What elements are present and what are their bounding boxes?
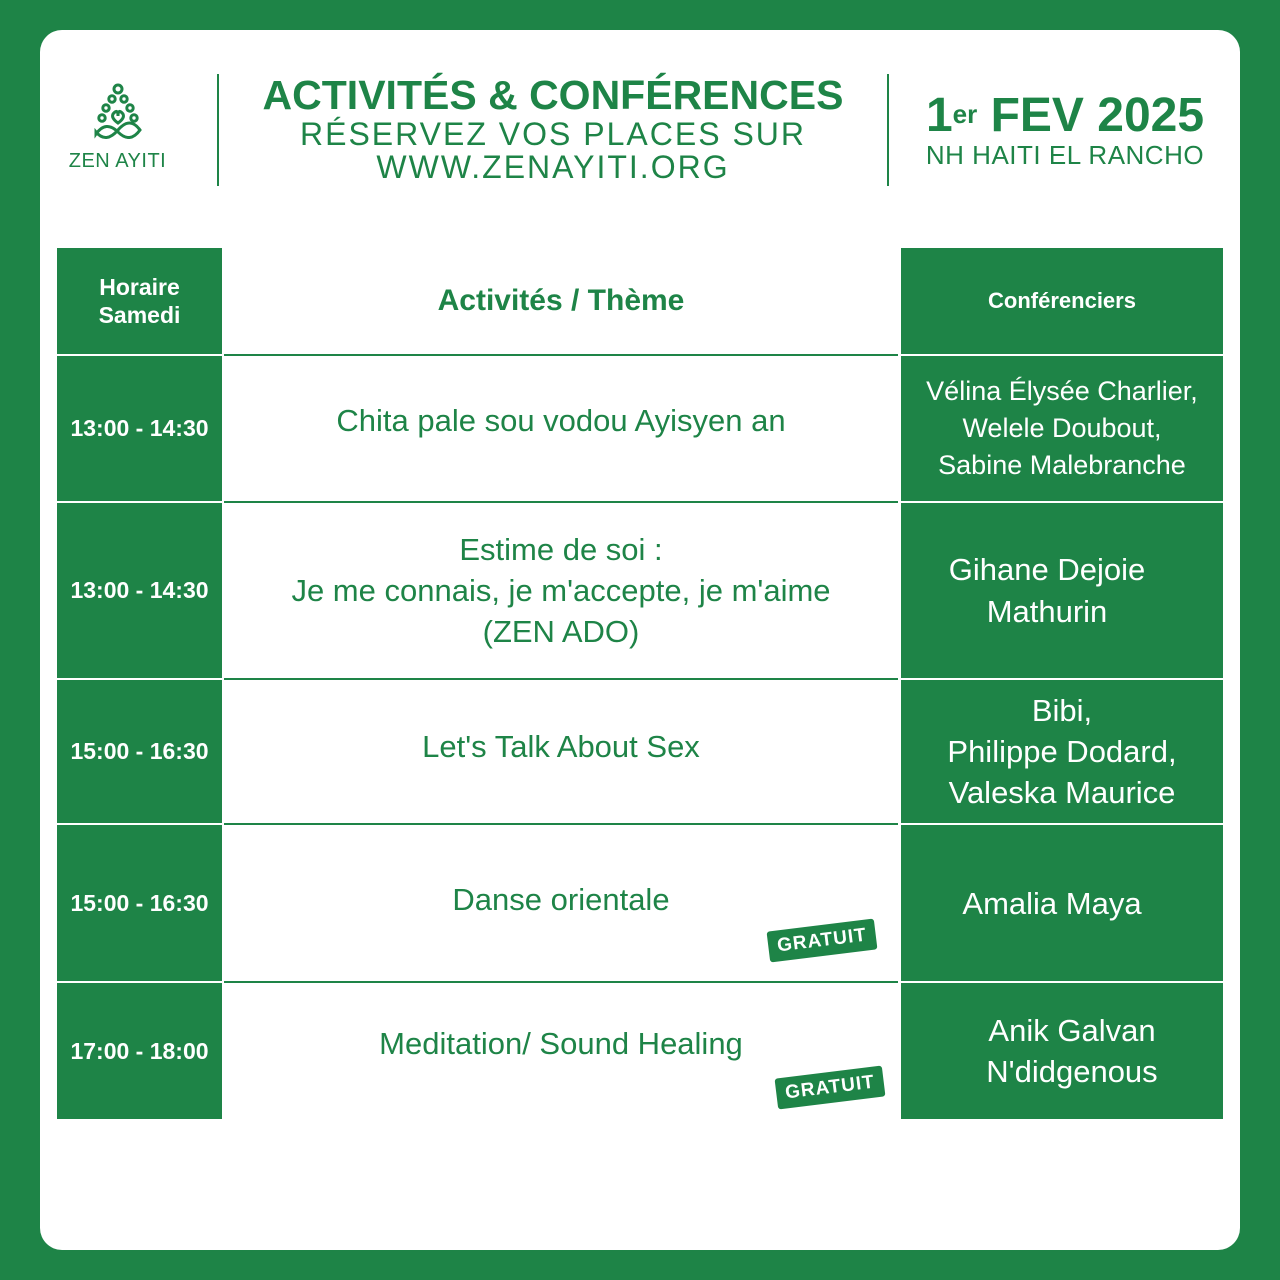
speaker-name: Anik Galvan <box>988 1013 1156 1048</box>
row-4-activity-text: Danse orientale <box>452 881 670 917</box>
row-5-speakers <box>901 983 1223 1119</box>
row-2-activity-line1: Estime de soi : <box>459 532 663 567</box>
speaker-name: Valeska Maurice <box>948 775 1176 810</box>
header-divider-left <box>217 74 219 186</box>
speaker-name: Gihane Dejoie <box>948 551 1146 587</box>
zen-ayiti-logo <box>60 82 175 182</box>
speaker-name: Welele Doubout, <box>962 413 1162 443</box>
free-badge: GRATUIT <box>775 1066 886 1110</box>
speaker-name: Bibi, <box>1031 693 1093 728</box>
row-3-activity-text: Let's Talk About Sex <box>422 729 700 764</box>
date-suffix: er <box>952 99 978 129</box>
header-time <box>57 248 222 354</box>
speaker-name: Vélina Élysée Charlier, <box>926 376 1198 406</box>
row-3-time: 15:00 - 16:30 <box>57 680 222 823</box>
row-4-time: 15:00 - 16:30 <box>57 825 222 981</box>
reservation-text: RÉSERVEZ VOS PLACES SUR <box>300 116 806 152</box>
date-block <box>890 90 1240 168</box>
date-day: 1 <box>925 89 953 142</box>
page-title: ACTIVITÉS & CONFÉRENCES <box>262 72 844 118</box>
date-month-year: FEV 2025 <box>977 89 1205 142</box>
speaker-name: Amalia Maya <box>962 885 1142 921</box>
header-divider-right <box>887 74 889 186</box>
header-time-line1: Horaire <box>99 274 180 300</box>
header-time-line2: Samedi <box>98 302 181 328</box>
row-3-speakers <box>901 680 1223 823</box>
row-4-speakers <box>901 825 1223 981</box>
website-link[interactable]: WWW.ZENAYITI.ORG <box>376 149 730 185</box>
row-2-activity <box>224 501 898 678</box>
event-date <box>890 90 1240 142</box>
row-1-time: 13:00 - 14:30 <box>57 356 222 501</box>
speaker-name: Sabine Malebranche <box>938 450 1186 480</box>
row-5-activity-text: Meditation/ Sound Healing <box>379 1025 743 1061</box>
row-1-activity <box>224 354 898 501</box>
row-1-activity-text: Chita pale sou vodou Ayisyen an <box>336 403 786 438</box>
row-2-activity-line3: (ZEN ADO) <box>482 614 640 649</box>
row-5-time: 17:00 - 18:00 <box>57 983 222 1119</box>
row-2-speakers <box>901 503 1223 678</box>
free-badge: GRATUIT <box>767 919 878 963</box>
row-2-time: 13:00 - 14:30 <box>57 503 222 678</box>
speaker-name: N'didgenous <box>986 1054 1158 1089</box>
row-2-activity-line2: Je me connais, je m'accepte, je m'aime <box>291 573 831 608</box>
speaker-name: Philippe Dodard, <box>947 734 1177 769</box>
speaker-name: Mathurin <box>986 593 1108 629</box>
title-block <box>220 72 886 184</box>
meditating-figure-icon <box>90 82 146 148</box>
header-speakers: Conférenciers <box>901 248 1223 354</box>
row-3-activity <box>224 678 898 823</box>
event-venue: NH HAITI EL RANCHO <box>925 140 1205 170</box>
row-1-speakers <box>901 356 1223 501</box>
header-activity: Activités / Thème <box>437 284 685 317</box>
brand-name: ZEN AYITI <box>68 150 167 172</box>
